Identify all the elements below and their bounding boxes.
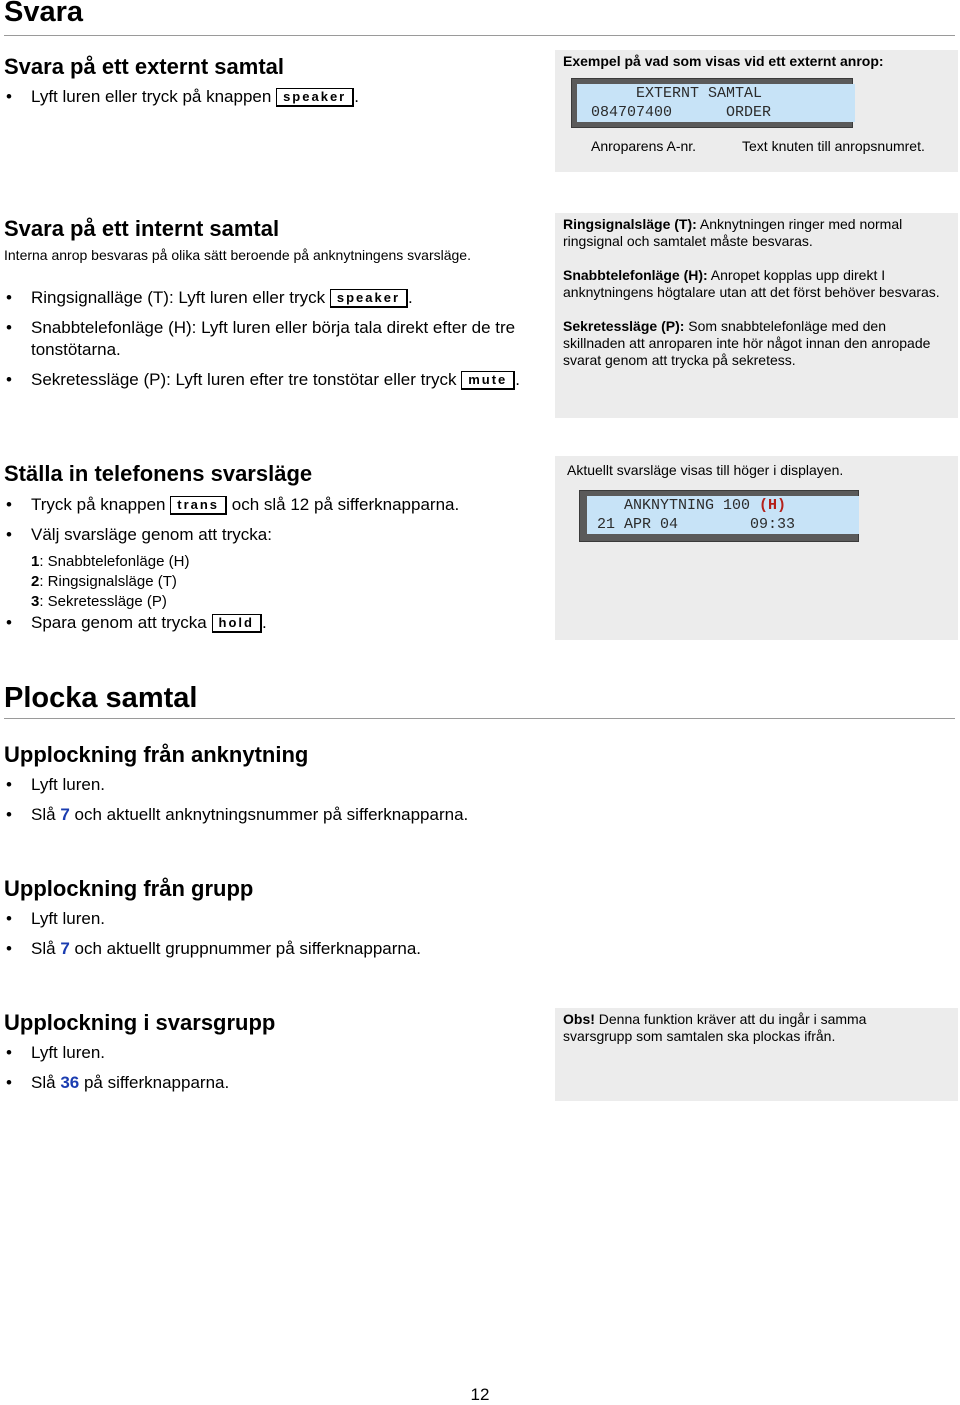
caption-caller-number: Anroparens A-nr. bbox=[591, 138, 697, 154]
setmode-heading: Ställa in telefonens svarsläge bbox=[4, 461, 313, 486]
setmode-list bbox=[4, 494, 544, 554]
list-item: • Slå 7 och aktuellt anknytningsnummer på sifferknapparna. bbox=[4, 804, 604, 826]
pickup-answergroup-heading: Upplockning i svarsgrupp bbox=[4, 1010, 276, 1035]
page-number: 12 bbox=[470, 1385, 490, 1404]
mode-option: 1: Snabbtelefonläge (H) bbox=[31, 553, 190, 570]
list-item: • Spara genom att trycka hold . bbox=[4, 612, 544, 634]
list-item: • Sekretessläge (P): Lyft luren efter tre tonstötar eller tryck mute . bbox=[4, 369, 544, 391]
mode-option: 2: Ringsignalsläge (T) bbox=[31, 573, 177, 590]
display-screen bbox=[587, 496, 859, 534]
title-rule bbox=[4, 35, 955, 36]
list-item: • Tryck på knappen trans och slå 12 på sifferknapparna. bbox=[4, 494, 544, 516]
speaker-key: speaker bbox=[330, 289, 408, 308]
internal-heading: Svara på ett internt samtal bbox=[4, 216, 280, 241]
list-item: • Ringsignalläge (T): Lyft luren eller tryck speaker . bbox=[4, 287, 544, 309]
display-line-1: ANKNYTNING 100 (H) bbox=[597, 497, 787, 514]
hold-key: hold bbox=[212, 614, 262, 633]
list-item: • Slå 36 på sifferknapparna. bbox=[4, 1072, 544, 1094]
list-item: • Lyft luren. bbox=[4, 908, 604, 930]
list-item: • Slå 7 och aktuellt gruppnummer på sifferknapparna. bbox=[4, 938, 604, 960]
internal-modes-panel bbox=[555, 213, 958, 418]
pickup-note-panel bbox=[555, 1008, 958, 1101]
caption-number-text: Text knuten till anropsnumret. bbox=[742, 138, 925, 154]
display-screen bbox=[577, 84, 855, 122]
list-item: • Välj svarsläge genom att trycka: bbox=[4, 524, 544, 546]
setmode-side-text: Aktuellt svarsläge visas till höger i displayen. bbox=[567, 462, 844, 478]
mode-indicator: (H) bbox=[759, 497, 787, 514]
example-heading: Exempel på vad som visas vid ett externt anrop: bbox=[563, 53, 884, 69]
mode-option: 3: Sekretessläge (P) bbox=[31, 593, 167, 610]
external-list bbox=[4, 86, 544, 116]
mode-options bbox=[31, 552, 189, 612]
side-ring-mode: Ringsignalsläge (T): Anknytningen ringer med normal ringsignal och samtalet måste besvaras. bbox=[563, 216, 903, 249]
pickup-rule bbox=[4, 718, 955, 719]
list-item: • Lyft luren. bbox=[4, 1042, 544, 1064]
display-line-2: 084707400 ORDER bbox=[591, 104, 772, 121]
list-item: • Snabbtelefonläge (H): Lyft luren eller börja tala direkt efter de tre tonstötarna. bbox=[4, 317, 544, 361]
list-item: • Lyft luren eller tryck på knappen speaker . bbox=[4, 86, 544, 108]
external-example-panel bbox=[555, 50, 958, 172]
setmode-display-panel bbox=[555, 456, 958, 640]
display-line-1: EXTERNT SAMTAL bbox=[591, 85, 763, 102]
pickup-title: Plocka samtal bbox=[4, 682, 198, 714]
external-heading: Svara på ett externt samtal bbox=[4, 54, 285, 79]
pickup-group-list bbox=[4, 908, 604, 968]
pickup-answergroup-list bbox=[4, 1042, 544, 1102]
setmode-list-save bbox=[4, 612, 544, 642]
trans-key: trans bbox=[170, 496, 227, 515]
page-title: Svara bbox=[4, 0, 84, 28]
pickup-extension-list bbox=[4, 774, 604, 834]
pickup-group-heading: Upplockning från grupp bbox=[4, 876, 254, 901]
list-item: • Lyft luren. bbox=[4, 774, 604, 796]
speaker-key: speaker bbox=[276, 88, 354, 107]
display-line-2: 21 APR 04 09:33 bbox=[597, 516, 796, 533]
internal-intro: Interna anrop besvaras på olika sätt beroende på anknytningens svarsläge. bbox=[4, 247, 471, 263]
pickup-note: Obs! Denna funktion kräver att du ingår i samma svarsgrupp som samtalen ska plockas ifrån. bbox=[563, 1011, 867, 1044]
side-intercom-mode: Snabbtelefonläge (H): Anropet kopplas upp direkt I anknytningens högtalare utan att det först behöver besvaras. bbox=[563, 267, 940, 300]
internal-list bbox=[4, 287, 544, 399]
mute-key: mute bbox=[461, 371, 515, 390]
pickup-extension-heading: Upplockning från anknytning bbox=[4, 742, 309, 767]
side-privacy-mode: Sekretessläge (P): Som snabbtelefonläge med den skillnaden att anroparen inte hör något innan den anropade svarat genom att trycka på sekretess. bbox=[563, 318, 931, 368]
